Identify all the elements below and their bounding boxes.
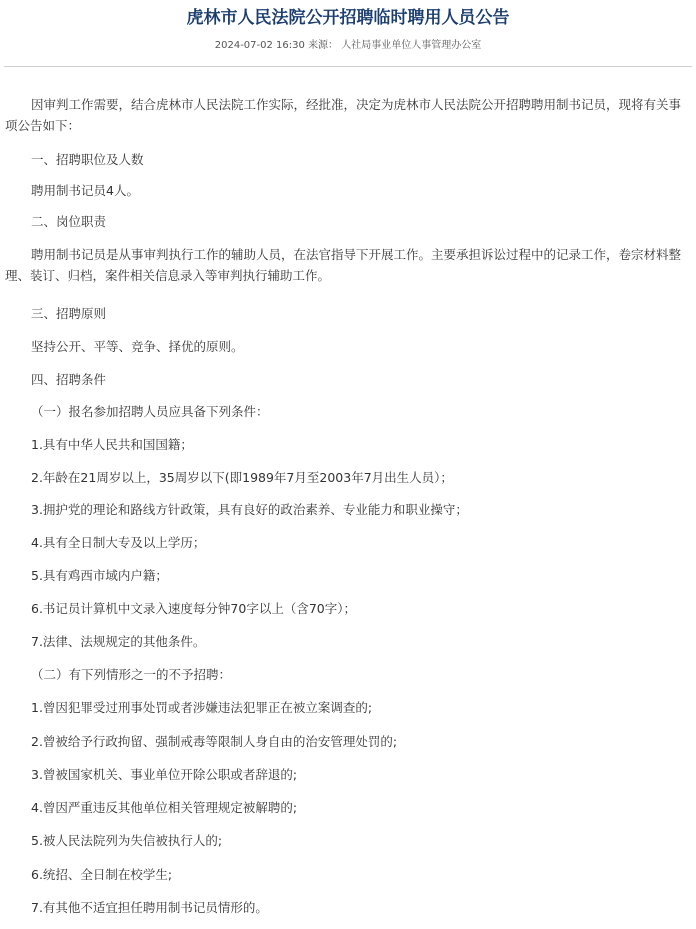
intro-paragraph: 因审判工作需要，结合虎林市人民法院工作实际，经批准，决定为虎林市人民法院公开招聘聘用制书记员，现将有关事项公告如下： [5, 97, 682, 133]
paragraph-duties: 聘用制书记员是从事审判执行工作的辅助人员，在法官指导下开展工作。主要承担诉讼过程中的记录工作，卷宗材料整理、装订、归档，案件相关信息录入等审判执行辅助工作。 [5, 247, 682, 283]
source-name: 人社局事业单位人事管理办公室 [341, 40, 482, 51]
subheading-exclusions: （二）有下列情形之一的不予招聘： [31, 667, 232, 682]
list-item: 3.曾被国家机关、事业单位开除公职或者辞退的; [31, 767, 298, 782]
subheading-requirements: （一）报名参加招聘人员应具备下列条件： [31, 404, 269, 419]
list-item: 4.曾因严重违反其他单位相关管理规定被解聘的; [31, 800, 298, 815]
paragraph-positions: 聘用制书记员4人。 [31, 183, 139, 198]
list-item: 1.曾因犯罪受过刑事处罚或者涉嫌违法犯罪正在被立案调查的; [31, 700, 373, 715]
list-item: 6.统招、全日制在校学生; [31, 867, 173, 882]
source-label: 来源： [308, 40, 339, 51]
list-item: 4.具有全日制大专及以上学历； [31, 535, 206, 550]
list-item: 5.被人民法院列为失信被执行人的; [31, 833, 223, 848]
list-item: 7.法律、法规规定的其他条件。 [31, 634, 206, 649]
list-item: 2.曾被给予行政拘留、强制戒毒等限制人身自由的治安管理处罚的; [31, 734, 398, 749]
publish-datetime: 2024-07-02 16:30 [214, 40, 305, 51]
paragraph-principles: 坚持公开、平等、竞争、择优的原则。 [31, 339, 244, 354]
list-item: 3.拥护党的理论和路线方针政策，具有良好的政治素养、专业能力和职业操守； [31, 502, 468, 517]
header-divider [4, 66, 692, 67]
section-heading-duties: 二、岗位职责 [31, 214, 107, 229]
list-item: 1.具有中华人民共和国国籍； [31, 437, 193, 452]
section-heading-principles: 三、招聘原则 [31, 306, 107, 321]
page-title: 虎林市人民法院公开招聘临时聘用人员公告 [186, 8, 510, 28]
section-heading-positions: 一、招聘职位及人数 [31, 152, 144, 167]
article-meta [0, 39, 696, 53]
list-item: 2.年龄在21周岁以上，35周岁以下(即1989年7月至2003年7月出生人员）； [31, 470, 453, 485]
section-heading-conditions: 四、招聘条件 [31, 372, 107, 387]
list-item: 6.书记员计算机中文录入速度每分钟70字以上（含70字）； [31, 601, 356, 616]
list-item: 5.具有鸡西市域内户籍； [31, 568, 168, 583]
list-item: 7.有其他不适宜担任聘用制书记员情形的。 [31, 900, 268, 915]
